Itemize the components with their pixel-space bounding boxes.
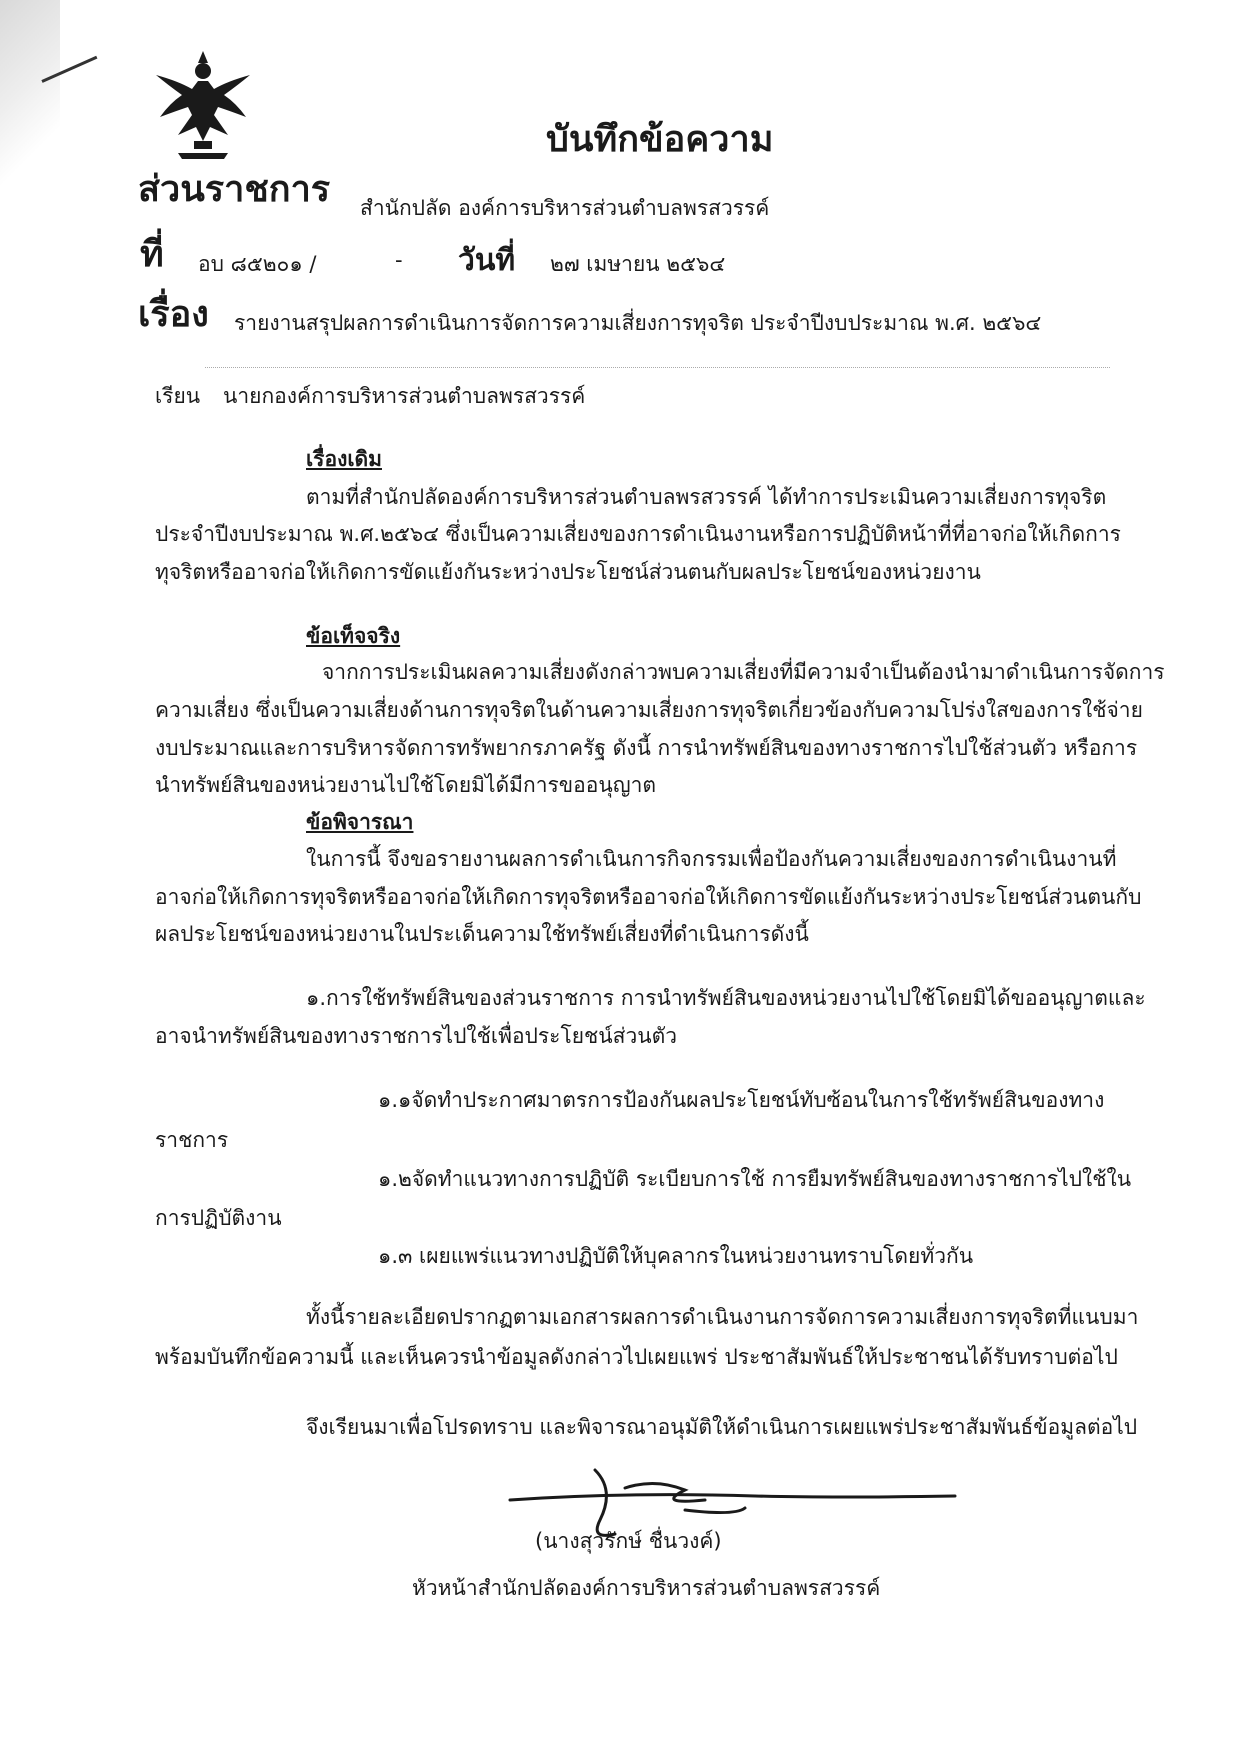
facts-line-4: นำทรัพย์สินของหน่วยงานไปใช้โดยมิได้มีการขออนุญาต	[155, 773, 657, 797]
doc-number-dash: -	[395, 248, 403, 272]
item-1-2: ๑.๒จัดทำแนวทางการปฏิบัติ ระเบียบการใช้ การยืมทรัพย์สินของทางราชการไปใช้ใน	[378, 1167, 1132, 1191]
consideration-line-3: ผลประโยชน์ของหน่วยงานในประเด็นความใช้ทรัพย์เสี่ยงที่ดำเนินการดังนี้	[155, 922, 809, 946]
closing-line-1: ทั้งนี้รายละเอียดปรากฏตามเอกสารผลการดำเนินงานการจัดการความเสี่ยงการทุจริตที่แนบมา	[306, 1305, 1139, 1329]
signatory-position: หัวหน้าสำนักปลัดองค์การบริหารส่วนตำบลพรสวรรค์	[412, 1576, 881, 1600]
scan-shadow	[0, 0, 60, 190]
item-1-3: ๑.๓ เผยแพร่แนวทางปฏิบัติให้บุคลากรในหน่วยงานทราบโดยทั่วกัน	[378, 1244, 974, 1268]
item-1-1-continued: ราชการ	[155, 1128, 229, 1152]
date-value: ๒๗ เมษายน ๒๕๖๔	[550, 252, 726, 276]
subject-label: เรื่อง	[138, 294, 209, 335]
subject-value: รายงานสรุปผลการดำเนินการจัดการความเสี่ยงการทุจริต ประจำปีงบประมาณ พ.ศ. ๒๕๖๔	[234, 311, 1042, 335]
salutation-label: เรียน	[155, 384, 201, 408]
section-heading-facts: ข้อเท็จจริง	[306, 624, 401, 648]
closing-request: จึงเรียนมาเพื่อโปรดทราบ และพิจารณาอนุมัติให้ดำเนินการเผยแพร่ประชาสัมพันธ์ข้อมูลต่อไป	[306, 1415, 1138, 1439]
section-heading-background: เรื่องเดิม	[306, 447, 382, 471]
signatory-name: (นางสุวรักษ์ ชื่นวงค์)	[535, 1529, 722, 1553]
section-heading-consideration: ข้อพิจารณา	[306, 810, 414, 834]
facts-line-1: จากการประเมินผลความเสี่ยงดังกล่าวพบความเสี่ยงที่มีความจำเป็นต้องนำมาดำเนินการจัดการ	[322, 660, 1165, 684]
background-line-2: ประจำปีงบประมาณ พ.ศ.๒๕๖๔ ซึ่งเป็นความเสี่ยงของการดำเนินงานหรือการปฏิบัติหน้าที่ที่อาจก่อให้เกิดการ	[155, 522, 1121, 546]
background-line-1: ตามที่สำนักปลัดองค์การบริหารส่วนตำบลพรสวรรค์ ได้ทำการประเมินความเสี่ยงการทุจริต	[306, 485, 1107, 509]
date-label: วันที่	[458, 243, 516, 278]
consideration-line-2: อาจก่อให้เกิดการทุจริตหรืออาจก่อให้เกิดการทุจริตหรืออาจก่อให้เกิดการขัดแย้งกันระหว่างประโยชน์ส่วนตนกับ	[155, 885, 1142, 909]
org-label: ส่วนราชการ	[138, 169, 331, 210]
garuda-emblem-icon	[148, 45, 258, 163]
background-line-3: ทุจริตหรืออาจก่อให้เกิดการขัดแย้งกันระหว่างประโยชน์ส่วนตนกับผลประโยชน์ของหน่วยงาน	[155, 560, 981, 584]
item-1-line-1: ๑.การใช้ทรัพย์สินของส่วนราชการ การนำทรัพย์สินของหน่วยงานไปใช้โดยมิได้ขออนุญาตและ	[306, 986, 1146, 1010]
header-divider	[205, 367, 1110, 368]
item-1-1: ๑.๑จัดทำประกาศมาตรการป้องกันผลประโยชน์ทับซ้อนในการใช้ทรัพย์สินของทาง	[378, 1088, 1105, 1112]
closing-line-2: พร้อมบันทึกข้อความนี้ และเห็นควรนำข้อมูลดังกล่าวไปเผยแพร่ ประชาสัมพันธ์ให้ประชาชนได้รับทราบต่อไป	[155, 1345, 1118, 1369]
doc-number-label: ที่	[140, 234, 164, 275]
consideration-line-1: ในการนี้ จึงขอรายงานผลการดำเนินการกิจกรรมเพื่อป้องกันความเสี่ยงของการดำเนินงานที่	[306, 847, 1117, 871]
item-1-line-2: อาจนำทรัพย์สินของทางราชการไปใช้เพื่อประโยชน์ส่วนตัว	[155, 1024, 678, 1048]
org-value: สำนักปลัด องค์การบริหารส่วนตำบลพรสวรรค์	[360, 196, 770, 220]
facts-line-2: ความเสี่ยง ซึ่งเป็นความเสี่ยงด้านการทุจริตในด้านความเสี่ยงการทุจริตเกี่ยวข้องกับความโปร่งใสของการใช้จ่าย	[155, 698, 1143, 722]
doc-number-value: อบ ๘๕๒๐๑ /	[198, 252, 317, 276]
item-1-2-continued: การปฏิบัติงาน	[155, 1206, 282, 1230]
memo-title: บันทึกข้อความ	[546, 119, 774, 160]
salutation-value: นายกองค์การบริหารส่วนตำบลพรสวรรค์	[223, 384, 586, 408]
facts-line-3: งบประมาณและการบริหารจัดการทรัพยากรภาครัฐ ดังนี้ การนำทรัพย์สินของทางราชการไปใช้ส่วนตัว หรือการ	[155, 736, 1138, 760]
